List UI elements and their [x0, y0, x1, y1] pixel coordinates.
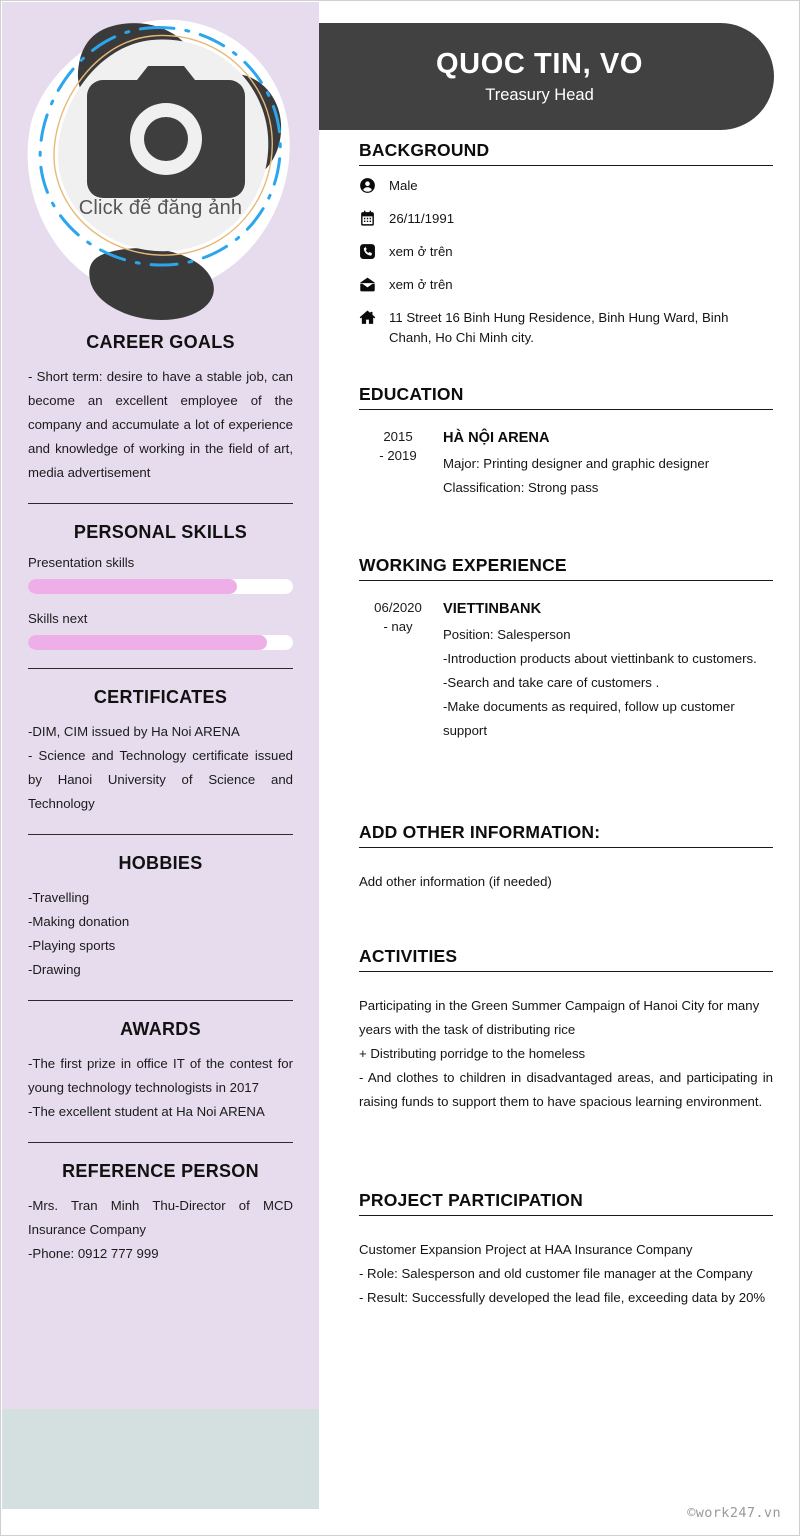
- skill-label: Skills next: [28, 611, 88, 626]
- activities-line: - And clothes to children in disadvantaged areas, and participating in raising funds to support them to have spacious learning environment.: [359, 1070, 773, 1109]
- certificates-text: [28, 720, 293, 816]
- text-line: -Phone: 0912 777 999: [28, 1246, 159, 1261]
- education-title: EDUCATION: [359, 384, 773, 410]
- sidebar-section-certificates: [2, 687, 319, 816]
- education-school: HÀ NỘI ARENA: [443, 430, 550, 446]
- photo-upload-caption: Click để đăng ảnh: [78, 197, 243, 219]
- education-detail: Classification: Strong pass: [443, 480, 599, 495]
- skill-progress-bar[interactable]: [28, 635, 293, 650]
- project-participation-title: PROJECT PARTICIPATION: [359, 1190, 773, 1216]
- name-header-bar: [319, 23, 774, 130]
- working-experience-company: VIETTINBANK: [443, 601, 542, 617]
- working-experience-detail: -Introduction products about viettinbank to customers.: [443, 651, 757, 666]
- watermark: ©work247.vn: [687, 1505, 781, 1521]
- sidebar-section-hobbies: [2, 853, 319, 982]
- activities-line: Participating in the Green Summer Campaign of Hanoi City for many years with the task of distributing rice: [359, 998, 760, 1037]
- awards-title: AWARDS: [120, 1019, 201, 1039]
- skill-label: Presentation skills: [28, 555, 135, 570]
- section-project-participation: [359, 1190, 773, 1310]
- home-icon: [359, 308, 389, 331]
- envelope-icon: [359, 275, 389, 298]
- personal-skills-title: PERSONAL SKILLS: [73, 522, 248, 542]
- skill-item: [28, 611, 293, 650]
- sidebar-divider: [28, 1142, 293, 1143]
- skill-progress-fill: [28, 579, 237, 594]
- background-value: xem ở trên: [389, 244, 453, 259]
- text-line: - Science and Technology certificate issued by Hanoi University of Science and Technology: [28, 748, 293, 811]
- person-circle-icon: [359, 176, 389, 199]
- reference-person-text: [28, 1194, 293, 1266]
- activities-title: ACTIVITIES: [359, 946, 773, 972]
- background-row-email: [359, 275, 773, 298]
- sidebar: [2, 2, 319, 1409]
- education-detail: Major: Printing designer and graphic designer: [443, 456, 710, 471]
- skill-item: [28, 555, 293, 594]
- main-column: [319, 1, 800, 1536]
- career-goals-title: CAREER GOALS: [86, 332, 235, 352]
- sidebar-section-personal-skills: [2, 522, 319, 650]
- background-value: 11 Street 16 Binh Hung Residence, Binh Hung Ward, Binh Chanh, Ho Chi Minh city.: [389, 310, 729, 345]
- certificates-title: CERTIFICATES: [93, 687, 228, 707]
- sidebar-divider: [28, 834, 293, 835]
- sidebar-divider: [28, 1000, 293, 1001]
- career-goals-text: - Short term: desire to have a stable job, can become an excellent employee of the company and accumulate a lot of experience and knowledge of working in the field of art, media advertisement: [28, 369, 293, 480]
- list-item: -Playing sports: [28, 938, 116, 953]
- text-line: -DIM, CIM issued by Ha Noi ARENA: [28, 724, 240, 739]
- background-title: BACKGROUND: [359, 140, 773, 166]
- camera-icon: [87, 66, 245, 198]
- reference-person-title: REFERENCE PERSON: [62, 1161, 259, 1181]
- background-row-address: [359, 308, 773, 348]
- sidebar-section-career-goals: [2, 332, 319, 485]
- education-date: 2015 - 2019: [379, 429, 417, 463]
- sidebar-section-awards: [2, 1019, 319, 1124]
- project-participation-line: Customer Expansion Project at HAA Insurance Company: [359, 1242, 693, 1257]
- sidebar-footer-block: [2, 1409, 319, 1509]
- add-other-information-text: Add other information (if needed): [359, 874, 552, 889]
- background-value: 26/11/1991: [389, 211, 455, 226]
- background-value: Male: [389, 178, 418, 193]
- page-title: QUOC TIN, VO: [436, 47, 643, 80]
- project-participation-line: - Result: Successfully developed the lead file, exceeding data by 20%: [359, 1290, 766, 1305]
- activities-line: + Distributing porridge to the homeless: [359, 1046, 586, 1061]
- education-entry: [359, 427, 773, 500]
- section-background: [359, 140, 773, 348]
- project-participation-line: - Role: Salesperson and old customer file manager at the Company: [359, 1266, 753, 1281]
- working-experience-title: WORKING EXPERIENCE: [359, 555, 773, 581]
- list-item: -Travelling: [28, 890, 90, 905]
- working-experience-detail: -Make documents as required, follow up customer support: [443, 699, 735, 738]
- text-line: -Mrs. Tran Minh Thu-Director of MCD Insurance Company: [28, 1198, 293, 1237]
- photo-upload-area[interactable]: [2, 2, 319, 332]
- add-other-information-title: ADD OTHER INFORMATION:: [359, 822, 773, 848]
- section-add-other-information: [359, 822, 773, 894]
- text-line: -The first prize in office IT of the contest for young technology technologists in 2017: [28, 1056, 293, 1095]
- background-row-birthdate: [359, 209, 773, 232]
- working-experience-detail: -Search and take care of customers .: [443, 675, 660, 690]
- skill-progress-fill: [28, 635, 267, 650]
- hobbies-list: [28, 886, 293, 982]
- working-experience-date: 06/2020 - nay: [374, 600, 422, 634]
- list-item: -Drawing: [28, 962, 81, 977]
- skill-progress-bar[interactable]: [28, 579, 293, 594]
- sidebar-divider: [28, 503, 293, 504]
- background-value: xem ở trên: [389, 277, 453, 292]
- section-activities: [359, 946, 773, 1114]
- phone-icon: [359, 242, 389, 265]
- sidebar-divider: [28, 668, 293, 669]
- section-working-experience: [359, 555, 773, 743]
- sidebar-section-reference-person: [2, 1161, 319, 1266]
- hobbies-title: HOBBIES: [118, 853, 203, 873]
- working-experience-entry: [359, 598, 773, 743]
- photo-blob-graphic: [2, 2, 319, 332]
- awards-text: [28, 1052, 293, 1124]
- list-item: -Making donation: [28, 914, 130, 929]
- text-line: -The excellent student at Ha Noi ARENA: [28, 1104, 265, 1119]
- job-title: Treasury Head: [485, 85, 594, 104]
- background-row-phone: [359, 242, 773, 265]
- section-education: [359, 384, 773, 500]
- calendar-icon: [359, 209, 389, 232]
- background-row-gender: [359, 176, 773, 199]
- working-experience-detail: Position: Salesperson: [443, 627, 571, 642]
